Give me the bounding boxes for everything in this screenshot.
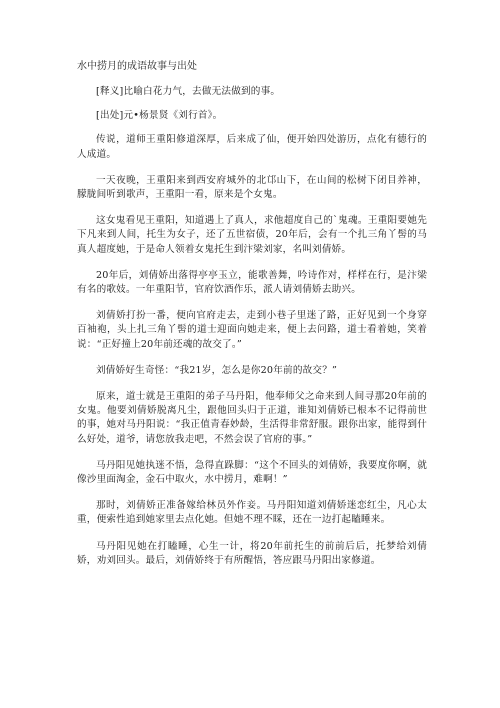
paragraph-meeting-taoist: 刘倩娇打扮一番，便向官府走去，走到小巷子里迷了路，正好见到一个身穿百袖袍，头上扎三角丫髻的道士迎面向她走来，便上去问路，道士看着她，笑着说：“正好撞上20年前还魂的故交了。” (77, 310, 427, 350)
paragraph-definition: [释义]比喻白花力气，去做无法做到的事。 (96, 86, 281, 97)
paragraph-legend-intro: 传说，道师王重阳修道深厚，后来成了仙，便开始四处游历，点化有德行的人成道。 (77, 134, 427, 160)
paragraph-source: [出处]元•杨景贤《刘行首》。 (96, 110, 223, 122)
paragraph-twenty-years-later: 20年后，刘倩娇出落得亭亭玉立，能歌善舞，吟诗作对，样样在行，是汴梁有名的歌妓。一年重阳节，官府饮酒作乐，派人请刘倩娇去助兴。 (77, 269, 427, 296)
paragraph-lament: 马丹阳见她执迷不悟，急得直跺脚：“这个不回头的刘倩娇，我要度你啊，就像沙里面淘金，金石中取火，水中捞月，难啊！” (77, 459, 427, 486)
paragraph-night-encounter: 一天夜晚，王重阳来到西安府城外的北邙山下，在山间的松树下闭目养神，朦胧间听到歌声，王重阳一看，原来是个女鬼。 (77, 174, 427, 201)
paragraph-question: 刘倩娇好生奇怪：“我21岁，怎么是你20年前的故交？” (96, 364, 338, 376)
paragraph-ghost-plea: 这女鬼看见王重阳，知道遇上了真人，求他超度自己的`鬼魂。王重阳要她先下凡来到人间，托生为女子，还了五世宿债，20年后，会有一个扎三角丫髻的马真人超度她，于是命人领着女鬼托生到汴梁刘家，名叫刘倩娇。 (77, 215, 427, 255)
paragraph-marriage: 那时，刘倩娇正准备嫁给林员外作妾。马丹阳知道刘倩娇迷恋红尘，凡心太重，便索性追到她家里去点化她。但她不理不睬，还在一边打起瞌睡来。 (77, 500, 427, 526)
paragraph-revelation: 原来，道士就是王重阳的弟子马丹阳，他奉师父之命来到人间寻那20年前的女鬼。他要刘倩娇脱离凡尘，跟他回头归于正道，谁知刘倩娇已根本不记得前世的事，她对马丹阳说：“我正值青春妙龄，生活得非常舒服。跟你出家，能得到什么好处，道爷，请您放我走吧，不然会误了官府的事。” (77, 391, 427, 445)
paragraph-ending: 马丹阳见她在打瞌睡，心生一计，将20年前托生的前前后后，托梦给刘倩娇，劝刘回头。最后，刘倩娇终于有所醒悟，答应跟马丹阳出家修道。 (77, 540, 427, 566)
document-title: 水中捞月的成语故事与出处 (77, 61, 197, 72)
document-page (77, 60, 427, 580)
